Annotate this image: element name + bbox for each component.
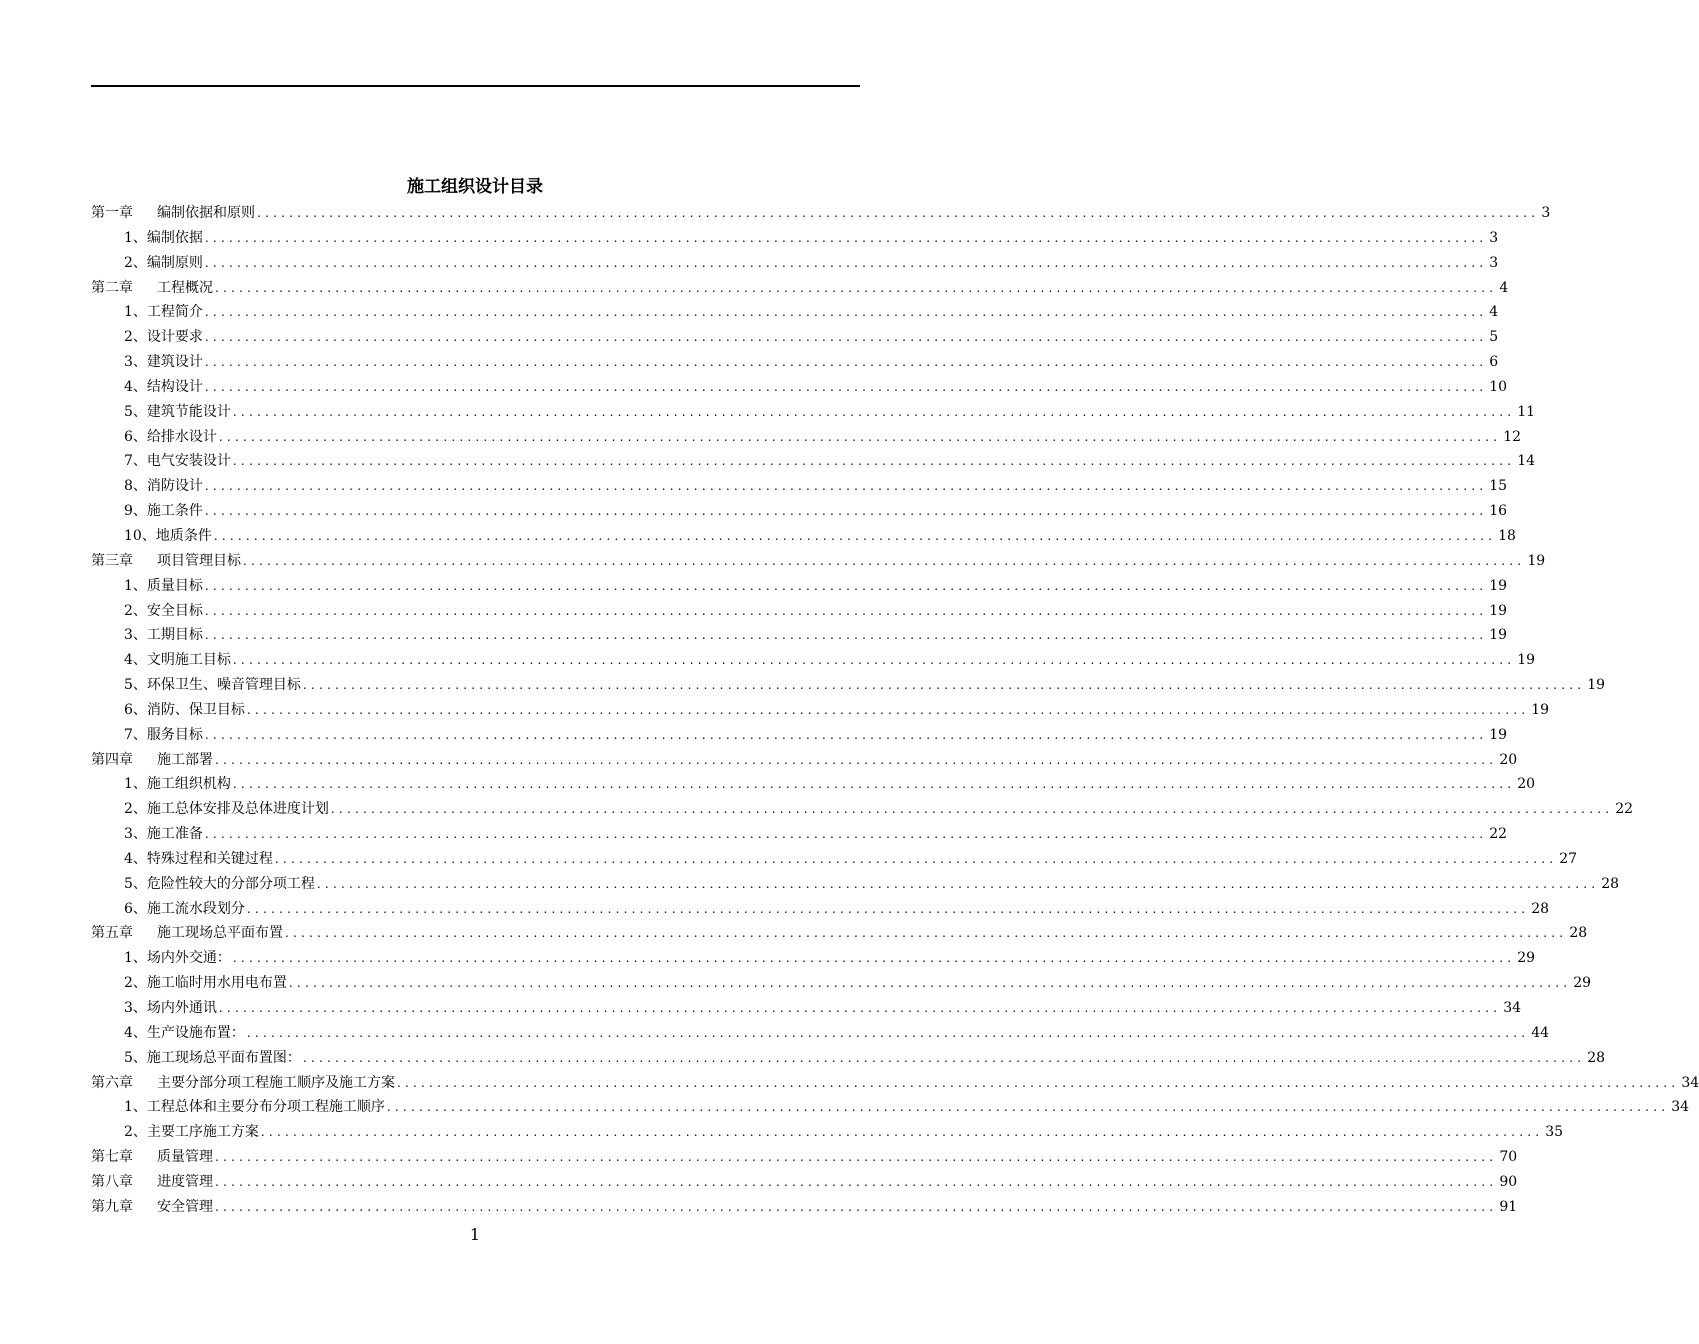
- toc-dot-leader: ................................................................................................................................................................: [316, 876, 1600, 891]
- toc-section-entry[interactable]: [91, 574, 1508, 599]
- toc-dot-leader: ................................................................................................................................................................: [215, 280, 1498, 295]
- toc-chapter-number: 第三章: [91, 552, 133, 569]
- toc-section-entry[interactable]: [91, 425, 1522, 450]
- toc-dot-leader: ................................................................................................................................................................: [302, 678, 1586, 693]
- toc-entry-text: 4、特殊过程和关键过程: [124, 850, 273, 867]
- toc-page-number: 19: [1489, 577, 1508, 594]
- toc-page-number: 34: [1671, 1099, 1690, 1116]
- toc-entry-label: [124, 971, 287, 996]
- toc-dot-leader: ................................................................................................................................................................: [243, 553, 1526, 568]
- toc-section-entry[interactable]: [91, 449, 1536, 474]
- toc-page-number: 4: [1489, 304, 1499, 321]
- header-rule: [91, 85, 860, 87]
- toc-chapter-entry[interactable]: [91, 1195, 1518, 1220]
- toc-entry-label: [124, 1120, 259, 1145]
- toc-entry-label: [124, 226, 203, 251]
- toc-entry-text: 6、消防、保卫目标: [124, 701, 245, 718]
- toc-section-entry[interactable]: [91, 897, 1550, 922]
- toc-section-entry[interactable]: [91, 772, 1536, 797]
- toc-section-entry[interactable]: [91, 847, 1578, 872]
- toc-entry-label: [124, 996, 217, 1021]
- toc-dot-leader: ................................................................................................................................................................: [257, 206, 1540, 220]
- toc-section-entry[interactable]: [91, 648, 1536, 673]
- toc-entry-label: [124, 300, 203, 325]
- toc-chapter-number: 第七章: [91, 1149, 133, 1166]
- toc-entry-text: 10、地质条件: [124, 527, 212, 544]
- toc-section-entry[interactable]: [91, 226, 1499, 251]
- toc-entry-text: 施工现场总平面布置: [157, 925, 283, 942]
- toc-entry-label: [124, 872, 315, 897]
- toc-chapter-entry[interactable]: [91, 549, 1546, 574]
- toc-section-entry[interactable]: [91, 623, 1508, 648]
- toc-page-number: 19: [1489, 602, 1508, 619]
- toc-page-number: 28: [1531, 900, 1550, 917]
- toc-section-entry[interactable]: [91, 946, 1536, 971]
- toc-entry-label: [124, 425, 217, 450]
- toc-section-entry[interactable]: [91, 350, 1499, 375]
- toc-section-entry[interactable]: [91, 300, 1499, 325]
- toc-entry-label: [124, 375, 203, 400]
- toc-dot-leader: ................................................................................................................................................................: [330, 802, 1614, 817]
- toc-entry-label: [124, 1095, 385, 1120]
- toc-section-entry[interactable]: [91, 822, 1508, 847]
- toc-page-number: 3: [1541, 205, 1551, 221]
- toc-page-number: 12: [1503, 428, 1522, 445]
- toc-chapter-number: 第四章: [91, 751, 133, 768]
- toc-entry-text: 2、编制原则: [124, 254, 203, 271]
- toc-entry-label: [124, 946, 231, 971]
- toc-section-entry[interactable]: [91, 1046, 1606, 1071]
- toc-entry-text: 5、施工现场总平面布置图：: [124, 1049, 301, 1066]
- toc-page-number: 22: [1615, 801, 1634, 818]
- toc-dot-leader: ................................................................................................................................................................: [232, 454, 1516, 469]
- toc-dot-leader: ................................................................................................................................................................: [386, 1100, 1670, 1115]
- toc-entry-text: 施工部署: [157, 751, 213, 768]
- toc-dot-leader: ................................................................................................................................................................: [246, 702, 1530, 717]
- toc-page-number: 34: [1681, 1074, 1699, 1091]
- toc-page-number: 27: [1559, 850, 1578, 867]
- toc-page-number: 6: [1489, 354, 1499, 371]
- toc-entry-label: [91, 1145, 213, 1170]
- document-title: 施工组织设计目录: [407, 177, 543, 197]
- toc-entry-label: [91, 921, 283, 946]
- toc-entry-label: [124, 897, 245, 922]
- toc-entry-label: [124, 673, 301, 698]
- toc-entry-text: 1、工程总体和主要分布分项工程施工顺序: [124, 1099, 385, 1116]
- toc-chapter-entry[interactable]: [91, 1071, 1699, 1096]
- toc-chapter-number: 第二章: [91, 279, 133, 296]
- toc-entry-label: [124, 847, 273, 872]
- toc-chapter-entry[interactable]: [91, 921, 1588, 946]
- toc-entry-text: 2、安全目标: [124, 602, 203, 619]
- toc-entry-text: 编制依据和原则: [157, 205, 255, 221]
- toc-section-entry[interactable]: [91, 524, 1516, 549]
- toc-section-entry[interactable]: [91, 673, 1606, 698]
- toc-section-entry[interactable]: [91, 797, 1634, 822]
- toc-entry-text: 6、给排水设计: [124, 428, 217, 445]
- toc-entry-text: 1、编制依据: [124, 229, 203, 246]
- toc-entry-text: 1、工程简介: [124, 304, 203, 321]
- toc-entry-text: 项目管理目标: [157, 552, 241, 569]
- toc-chapter-entry[interactable]: [91, 201, 1551, 226]
- toc-dot-leader: ................................................................................................................................................................: [218, 429, 1502, 444]
- toc-dot-leader: ................................................................................................................................................................: [213, 528, 1497, 543]
- toc-page-number: 29: [1517, 950, 1536, 967]
- toc-page-number: 19: [1587, 677, 1606, 694]
- toc-dot-leader: ................................................................................................................................................................: [246, 1025, 1530, 1040]
- toc-entry-label: [124, 499, 203, 524]
- toc-page-number: 19: [1517, 652, 1536, 669]
- page-number: 1: [469, 1225, 481, 1244]
- toc-section-entry[interactable]: [91, 698, 1550, 723]
- toc-section-entry[interactable]: [91, 971, 1592, 996]
- toc-entry-label: [124, 772, 231, 797]
- toc-dot-leader: ................................................................................................................................................................: [204, 603, 1488, 618]
- toc-dot-leader: ................................................................................................................................................................: [302, 1050, 1586, 1065]
- toc-page-number: 22: [1489, 826, 1508, 843]
- toc-chapter-number: 第八章: [91, 1173, 133, 1190]
- toc-entry-label: [124, 1021, 245, 1046]
- toc-section-entry[interactable]: [91, 1021, 1550, 1046]
- toc-dot-leader: ................................................................................................................................................................: [260, 1125, 1544, 1140]
- toc-entry-text: 2、施工临时用水用电布置: [124, 975, 287, 992]
- toc-dot-leader: ................................................................................................................................................................: [285, 926, 1568, 941]
- toc-section-entry[interactable]: [91, 599, 1508, 624]
- toc-entry-text: 7、电气安装设计: [124, 453, 231, 470]
- toc-section-entry[interactable]: [91, 1095, 1690, 1120]
- toc-dot-leader: ................................................................................................................................................................: [232, 653, 1516, 668]
- toc-entry-text: 安全管理: [157, 1198, 213, 1215]
- toc-entry-text: 1、场内外交通：: [124, 950, 231, 967]
- toc-entry-label: [124, 1046, 301, 1071]
- toc-entry-text: 工程概况: [157, 279, 213, 296]
- toc-page-number: 20: [1499, 751, 1518, 768]
- toc-page-number: 18: [1498, 527, 1516, 544]
- toc-entry-label: [91, 201, 255, 226]
- toc-entry-label: [124, 723, 203, 748]
- toc-entry-label: [91, 1195, 213, 1220]
- toc-entry-text: 4、结构设计: [124, 378, 203, 395]
- toc-dot-leader: ................................................................................................................................................................: [232, 951, 1516, 966]
- toc-section-entry[interactable]: [91, 1120, 1564, 1145]
- toc-dot-leader: ................................................................................................................................................................: [204, 230, 1488, 245]
- toc-dot-leader: ................................................................................................................................................................: [204, 305, 1488, 320]
- toc-page-number: 20: [1517, 776, 1536, 793]
- toc-entry-label: [124, 648, 231, 673]
- toc-chapter-number: 第一章: [91, 205, 133, 221]
- toc-page-number: 15: [1489, 478, 1508, 495]
- toc-entry-text: 3、工期目标: [124, 627, 203, 644]
- toc-chapter-entry[interactable]: [91, 748, 1518, 773]
- toc-dot-leader: ................................................................................................................................................................: [397, 1075, 1680, 1090]
- toc-dot-leader: ................................................................................................................................................................: [204, 479, 1488, 494]
- toc-entry-label: [91, 748, 213, 773]
- toc-dot-leader: ................................................................................................................................................................: [232, 777, 1516, 792]
- toc-dot-leader: ................................................................................................................................................................: [215, 752, 1498, 767]
- toc-entry-text: 5、危险性较大的分部分项工程: [124, 875, 315, 892]
- toc-section-entry[interactable]: [91, 251, 1499, 276]
- toc-chapter-entry[interactable]: [91, 276, 1509, 301]
- toc-entry-text: 5、环保卫生、噪音管理目标: [124, 677, 301, 694]
- toc-entry-text: 2、设计要求: [124, 329, 203, 346]
- toc-entry-label: [124, 623, 203, 648]
- toc-entry-text: 3、场内外通讯: [124, 1000, 217, 1016]
- toc-chapter-number: 第六章: [91, 1074, 133, 1091]
- toc-dot-leader: ................................................................................................................................................................: [218, 1001, 1502, 1015]
- toc-page-number: 34: [1503, 1000, 1522, 1016]
- toc-entry-label: [91, 549, 241, 574]
- toc-page-number: 16: [1489, 503, 1508, 520]
- toc-dot-leader: ................................................................................................................................................................: [204, 578, 1488, 593]
- toc-entry-label: [124, 350, 203, 375]
- toc-entry-label: [124, 400, 231, 425]
- toc-entry-label: [124, 822, 203, 847]
- toc-chapter-entry[interactable]: [91, 1170, 1518, 1195]
- toc-page-number: 3: [1489, 229, 1499, 246]
- toc-entry-label: [124, 698, 245, 723]
- toc-page-number: 14: [1517, 453, 1536, 470]
- toc-entry-text: 进度管理: [157, 1173, 213, 1190]
- toc-page-number: 91: [1499, 1198, 1518, 1215]
- toc-entry-text: 6、施工流水段划分: [124, 900, 245, 917]
- toc-dot-leader: ................................................................................................................................................................: [246, 901, 1530, 916]
- toc-page-number: 10: [1489, 378, 1508, 395]
- toc-dot-leader: ................................................................................................................................................................: [204, 355, 1488, 370]
- toc-dot-leader: ................................................................................................................................................................: [204, 504, 1488, 519]
- toc-dot-leader: ................................................................................................................................................................: [204, 255, 1488, 270]
- toc-page-number: 19: [1489, 726, 1508, 743]
- toc-entry-label: [124, 449, 231, 474]
- toc-page-number: 5: [1489, 329, 1499, 346]
- toc-entry-text: 4、生产设施布置：: [124, 1024, 245, 1041]
- toc-entry-label: [124, 251, 203, 276]
- toc-section-entry[interactable]: [91, 499, 1508, 524]
- toc-entry-text: 1、施工组织机构: [124, 776, 231, 793]
- toc-section-entry[interactable]: [91, 400, 1536, 425]
- toc-page-number: 19: [1489, 627, 1508, 644]
- toc-section-entry[interactable]: [91, 474, 1508, 499]
- toc-entry-text: 4、文明施工目标: [124, 652, 231, 669]
- toc-chapter-number: 第九章: [91, 1198, 133, 1215]
- toc-dot-leader: ................................................................................................................................................................: [204, 827, 1488, 842]
- toc-entry-text: 2、主要工序施工方案: [124, 1124, 259, 1141]
- toc-page-number: 19: [1527, 552, 1546, 569]
- toc-dot-leader: ................................................................................................................................................................: [204, 727, 1488, 742]
- toc-page-number: 19: [1531, 701, 1550, 718]
- toc-entry-label: [91, 276, 213, 301]
- toc-entry-label: [124, 325, 203, 350]
- toc-page-number: 28: [1569, 925, 1588, 942]
- toc-dot-leader: ................................................................................................................................................................: [232, 404, 1516, 419]
- toc-chapter-number: 第五章: [91, 925, 133, 942]
- toc-dot-leader: ................................................................................................................................................................: [204, 330, 1488, 345]
- toc-chapter-entry[interactable]: [91, 1145, 1518, 1170]
- toc-entry-label: [124, 524, 212, 549]
- toc-entry-label: [91, 1071, 395, 1096]
- table-of-contents: [91, 201, 1699, 1220]
- toc-entry-text: 1、质量目标: [124, 577, 203, 594]
- toc-entry-text: 7、服务目标: [124, 726, 203, 743]
- toc-page-number: 44: [1531, 1024, 1550, 1041]
- toc-entry-label: [124, 474, 203, 499]
- toc-entry-text: 3、建筑设计: [124, 354, 203, 371]
- toc-entry-text: 9、施工条件: [124, 503, 203, 520]
- toc-section-entry[interactable]: [91, 996, 1522, 1021]
- toc-entry-text: 2、施工总体安排及总体进度计划: [124, 801, 329, 818]
- toc-entry-text: 8、消防设计: [124, 478, 203, 495]
- toc-page-number: 29: [1573, 975, 1592, 992]
- toc-page-number: 28: [1601, 875, 1620, 892]
- toc-section-entry[interactable]: [91, 872, 1620, 897]
- toc-page-number: 28: [1587, 1049, 1606, 1066]
- toc-entry-label: [124, 599, 203, 624]
- toc-entry-text: 质量管理: [157, 1149, 213, 1166]
- toc-page-number: 90: [1499, 1173, 1518, 1190]
- toc-entry-label: [124, 574, 203, 599]
- toc-dot-leader: ................................................................................................................................................................: [215, 1150, 1498, 1165]
- toc-section-entry[interactable]: [91, 325, 1499, 350]
- toc-entry-text: 3、施工准备: [124, 826, 203, 843]
- toc-dot-leader: ................................................................................................................................................................: [215, 1174, 1498, 1189]
- toc-page-number: 3: [1489, 254, 1499, 271]
- toc-dot-leader: ................................................................................................................................................................: [204, 379, 1488, 394]
- toc-dot-leader: ................................................................................................................................................................: [288, 976, 1572, 991]
- toc-entry-label: [91, 1170, 213, 1195]
- toc-page-number: 4: [1499, 279, 1509, 296]
- toc-dot-leader: ................................................................................................................................................................: [274, 851, 1558, 866]
- toc-page-number: 70: [1499, 1149, 1518, 1166]
- toc-page-number: 35: [1545, 1124, 1564, 1141]
- toc-section-entry[interactable]: [91, 723, 1508, 748]
- toc-entry-text: 主要分部分项工程施工顺序及施工方案: [157, 1074, 395, 1091]
- toc-dot-leader: ................................................................................................................................................................: [204, 628, 1488, 643]
- toc-section-entry[interactable]: [91, 375, 1508, 400]
- toc-dot-leader: ................................................................................................................................................................: [215, 1199, 1498, 1214]
- toc-entry-text: 5、建筑节能设计: [124, 403, 231, 420]
- toc-page-number: 11: [1517, 403, 1536, 420]
- toc-entry-label: [124, 797, 329, 822]
